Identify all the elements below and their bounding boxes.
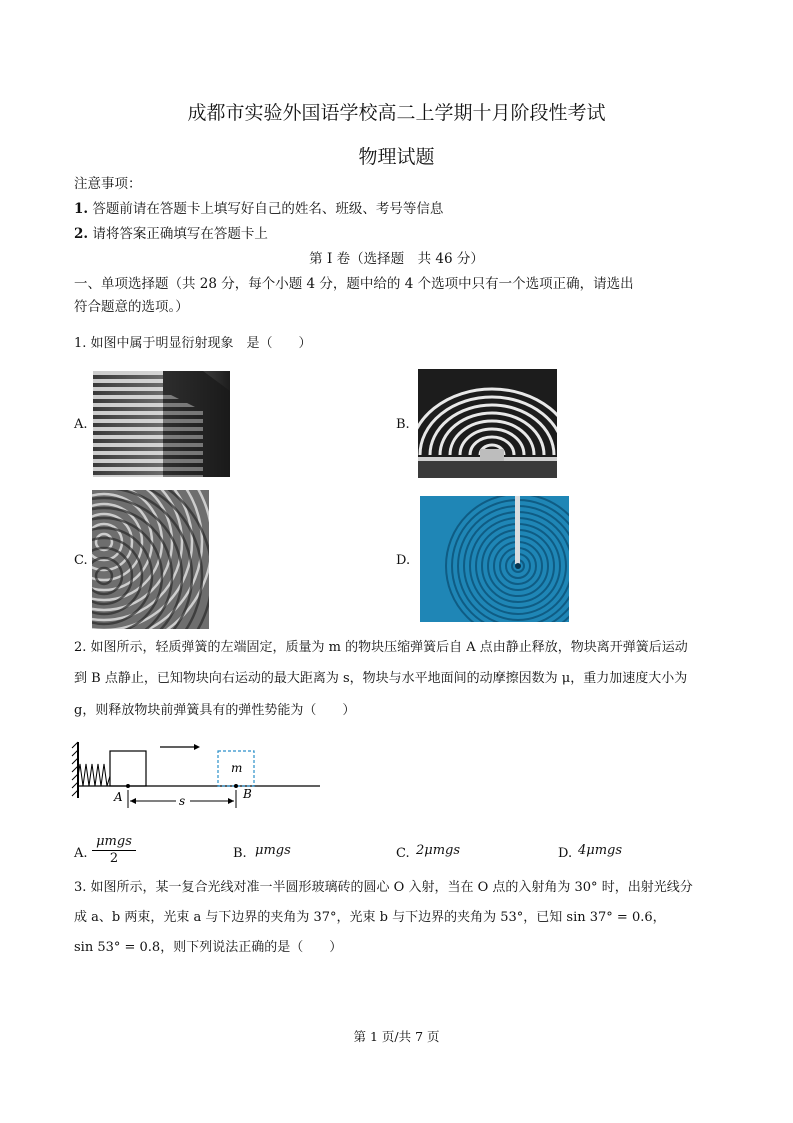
notice-item-1 — [74, 198, 443, 220]
distance-label: s — [179, 794, 186, 808]
q2-option-b-label: B. — [233, 846, 247, 861]
q2-option-a-numerator: μmgs — [92, 834, 136, 851]
block-at-a — [110, 751, 146, 786]
q1-option-b-label: B. — [396, 417, 410, 432]
q3-stem-line-2: 成 a、b 两束，光束 a 与下边界的夹角为 37°，光束 b 与下边界的夹角为 53°，已知 sin 37° = 0.6， — [74, 910, 666, 925]
q2-stem-line-2: 到 B 点静止，已知物块向右运动的最大距离为 s，物块与水平地面间的动摩擦因数为 μ，重力加速度大小为 — [74, 671, 688, 686]
q1-option-c-label: C. — [74, 553, 88, 568]
q1-option-b-image — [418, 369, 557, 478]
point-a-dot — [126, 784, 130, 788]
section-instruction-line-2: 符合题意的选项。） — [74, 299, 189, 315]
circular-wave-source-photo — [420, 496, 569, 622]
notice-item-2 — [74, 223, 268, 245]
q2-option-a-fraction — [92, 834, 136, 866]
q2-stem-line-1: 2. 如图所示，轻质弹簧的左端固定，质量为 m 的物块压缩弹簧后自 A 点由静止释放，物块离开弹簧后运动 — [74, 640, 688, 655]
q2-option-d-value: 4μmgs — [578, 843, 623, 858]
q2-option-c-value: 2μmgs — [416, 843, 461, 858]
notice-item-2-text: 请将答案正确填写在答题卡上 — [92, 226, 268, 242]
q1-option-a-image — [93, 371, 230, 477]
q2-option-a-denominator: 2 — [109, 851, 119, 866]
q1-option-d-image — [420, 496, 569, 622]
q2-option-b-value: μmgs — [255, 843, 291, 858]
q3-stem-line-1: 3. 如图所示，某一复合光线对准一半圆形玻璃砖的圆心 O 入射，当在 O 点的入射角为 30° 时，出射光线分 — [74, 880, 693, 895]
section-title: 第 I 卷（选择题 共 46 分） — [309, 251, 484, 267]
q2-option-a-label: A. — [74, 846, 88, 861]
single-slit-diffraction-photo — [93, 371, 230, 477]
q2-option-d-label: D. — [558, 846, 573, 861]
notice-item-2-num: 2. — [74, 226, 89, 242]
q1-option-a-label: A. — [74, 417, 88, 432]
spring-icon — [78, 764, 110, 786]
water-wave-aperture-photo — [418, 369, 557, 478]
notice-item-1-num: 1. — [74, 201, 89, 217]
exam-subtitle: 物理试题 — [358, 146, 435, 168]
notice-item-1-text: 答题前请在答题卡上填写好自己的姓名、班级、考号等信息 — [92, 201, 444, 217]
mass-label: m — [231, 761, 243, 775]
q2-stem-line-3: g，则释放物块前弹簧具有的弹性势能为（ ） — [74, 703, 356, 718]
q1-option-d-label: D. — [396, 553, 411, 568]
q1-stem: 1. 如图中属于明显衍射现象 是（ ） — [74, 336, 312, 351]
exam-title: 成都市实验外国语学校高二上学期十月阶段性考试 — [187, 102, 606, 124]
page-footer: 第 1 页/共 7 页 — [353, 1029, 440, 1044]
point-a-label: A — [114, 790, 123, 804]
q2-option-c-label: C. — [396, 846, 410, 861]
point-b-dot — [234, 784, 238, 788]
section-instruction-line-1: 一、单项选择题（共 28 分，每个小题 4 分，题中给的 4 个选项中只有一个选项正确，请选出 — [74, 276, 634, 292]
q2-spring-block-figure — [70, 738, 330, 810]
two-source-interference-photo — [92, 490, 209, 629]
notice-heading: 注意事项： — [74, 176, 142, 192]
q3-stem-line-3: sin 53° = 0.8，则下列说法正确的是（ ） — [74, 940, 343, 955]
q1-option-c-image — [92, 490, 209, 629]
point-b-label: B — [243, 787, 252, 801]
